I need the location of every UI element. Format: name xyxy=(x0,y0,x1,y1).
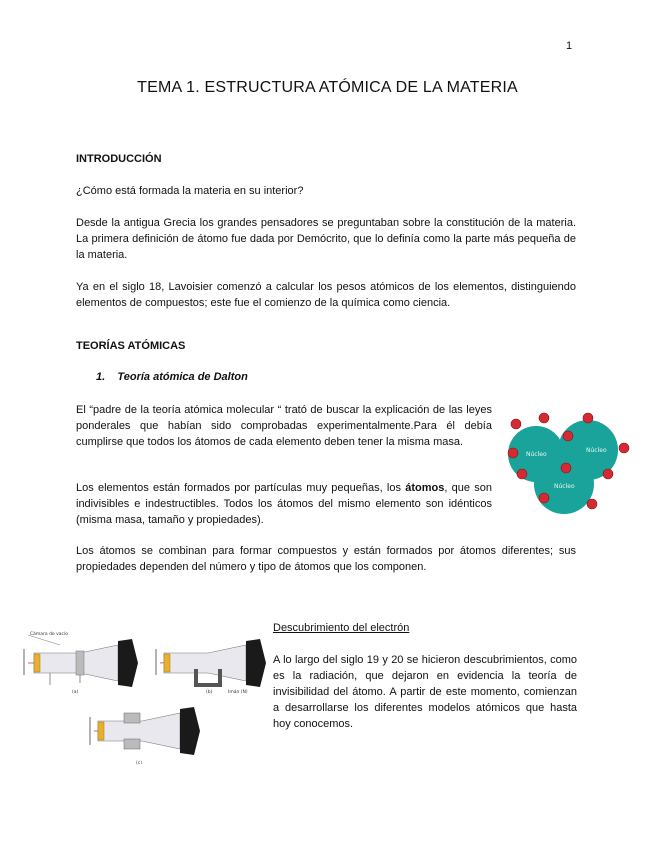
intro-question: ¿Cómo está formada la materia en su interior? xyxy=(76,185,304,197)
electron-dot xyxy=(561,463,571,473)
dalton-paragraph-1: El “padre de la teoría atómica molecular “ trató de buscar la explicación de las leyes ponderales que habían sido comprobadas experimentalmente.Para él debía cumplirse que todos los átomos de cada elemento deben tener la misma masa. xyxy=(76,404,492,448)
atom-model-illustration xyxy=(500,408,635,518)
tube-a-label: (a) xyxy=(72,690,79,695)
electron-dot xyxy=(539,493,549,503)
tube-b-label: (b) xyxy=(206,690,213,695)
cathode-ray-tubes-illustration xyxy=(20,623,270,768)
electron-dot xyxy=(508,448,518,458)
nucleus-label: Núcleo xyxy=(586,447,607,454)
dalton-paragraph-2 xyxy=(76,480,492,528)
page-number: 1 xyxy=(566,40,573,52)
tube-c xyxy=(90,707,200,766)
electron-dot xyxy=(583,413,593,423)
intro-heading: INTRODUCCIÓN xyxy=(76,153,162,165)
electron-dot xyxy=(517,469,527,479)
electron-heading: Descubrimiento del electrón xyxy=(273,622,410,634)
dalton-p2-after: , que son indivisibles e indestructibles. Todos los átomos del mismo elemento son idénticos (misma masa, tamaño y propiedades). xyxy=(76,482,492,526)
tube-a xyxy=(24,630,138,695)
dalton-item-title: Teoría atómica de Dalton xyxy=(117,371,248,383)
electron-paragraph: A lo largo del siglo 19 y 20 se hicieron descubrimientos, como es la radiación, que dejaron en evidencia la teoría de invisibilidad del átomo. A partir de este momento, comienzan a desarrollarse los diferentes modelos atómicos que hasta hoy conocemos. xyxy=(273,654,577,730)
intro-paragraph-1: Desde la antigua Grecia los grandes pensadores se preguntaban sobre la constitución de la materia. La primera definición de átomo fue dada por Demócrito, que lo definía como la parte más pequeña de la materia. xyxy=(76,217,576,261)
tube-b xyxy=(156,639,266,695)
electron-dot xyxy=(511,419,521,429)
electron-dot xyxy=(539,413,549,423)
magnet-label: Imán (N) xyxy=(228,690,248,695)
electron-dot xyxy=(619,443,629,453)
theories-heading: TEORÍAS ATÓMICAS xyxy=(76,340,186,352)
tube-c-label: (c) xyxy=(136,761,142,766)
dalton-p2-before: Los elementos están formados por partículas muy pequeñas, los xyxy=(76,482,406,494)
atomos-bold: átomos xyxy=(405,482,445,494)
dalton-item-number: 1. xyxy=(96,371,106,383)
electron-dot xyxy=(563,431,573,441)
page-title: TEMA 1. ESTRUCTURA ATÓMICA DE LA MATERIA xyxy=(137,79,518,96)
intro-paragraph-2: Ya en el siglo 18, Lavoisier comenzó a calcular los pesos atómicos de los elementos, distinguiendo elementos de compuestos; este fue el comienzo de la química como ciencia. xyxy=(76,281,576,309)
electron-dot xyxy=(603,469,613,479)
dalton-subheading xyxy=(96,371,248,383)
nucleus-label: Núcleo xyxy=(554,483,575,490)
dalton-paragraph-3: Los átomos se combinan para formar compuestos y están formados por átomos diferentes; sus propiedades dependen del número y tipo de átomos que los componen. xyxy=(76,545,576,573)
nucleus-label: Núcleo xyxy=(526,451,547,458)
electron-dot xyxy=(587,499,597,509)
vacuum-chamber-label: Cámara de vacío xyxy=(30,632,69,637)
